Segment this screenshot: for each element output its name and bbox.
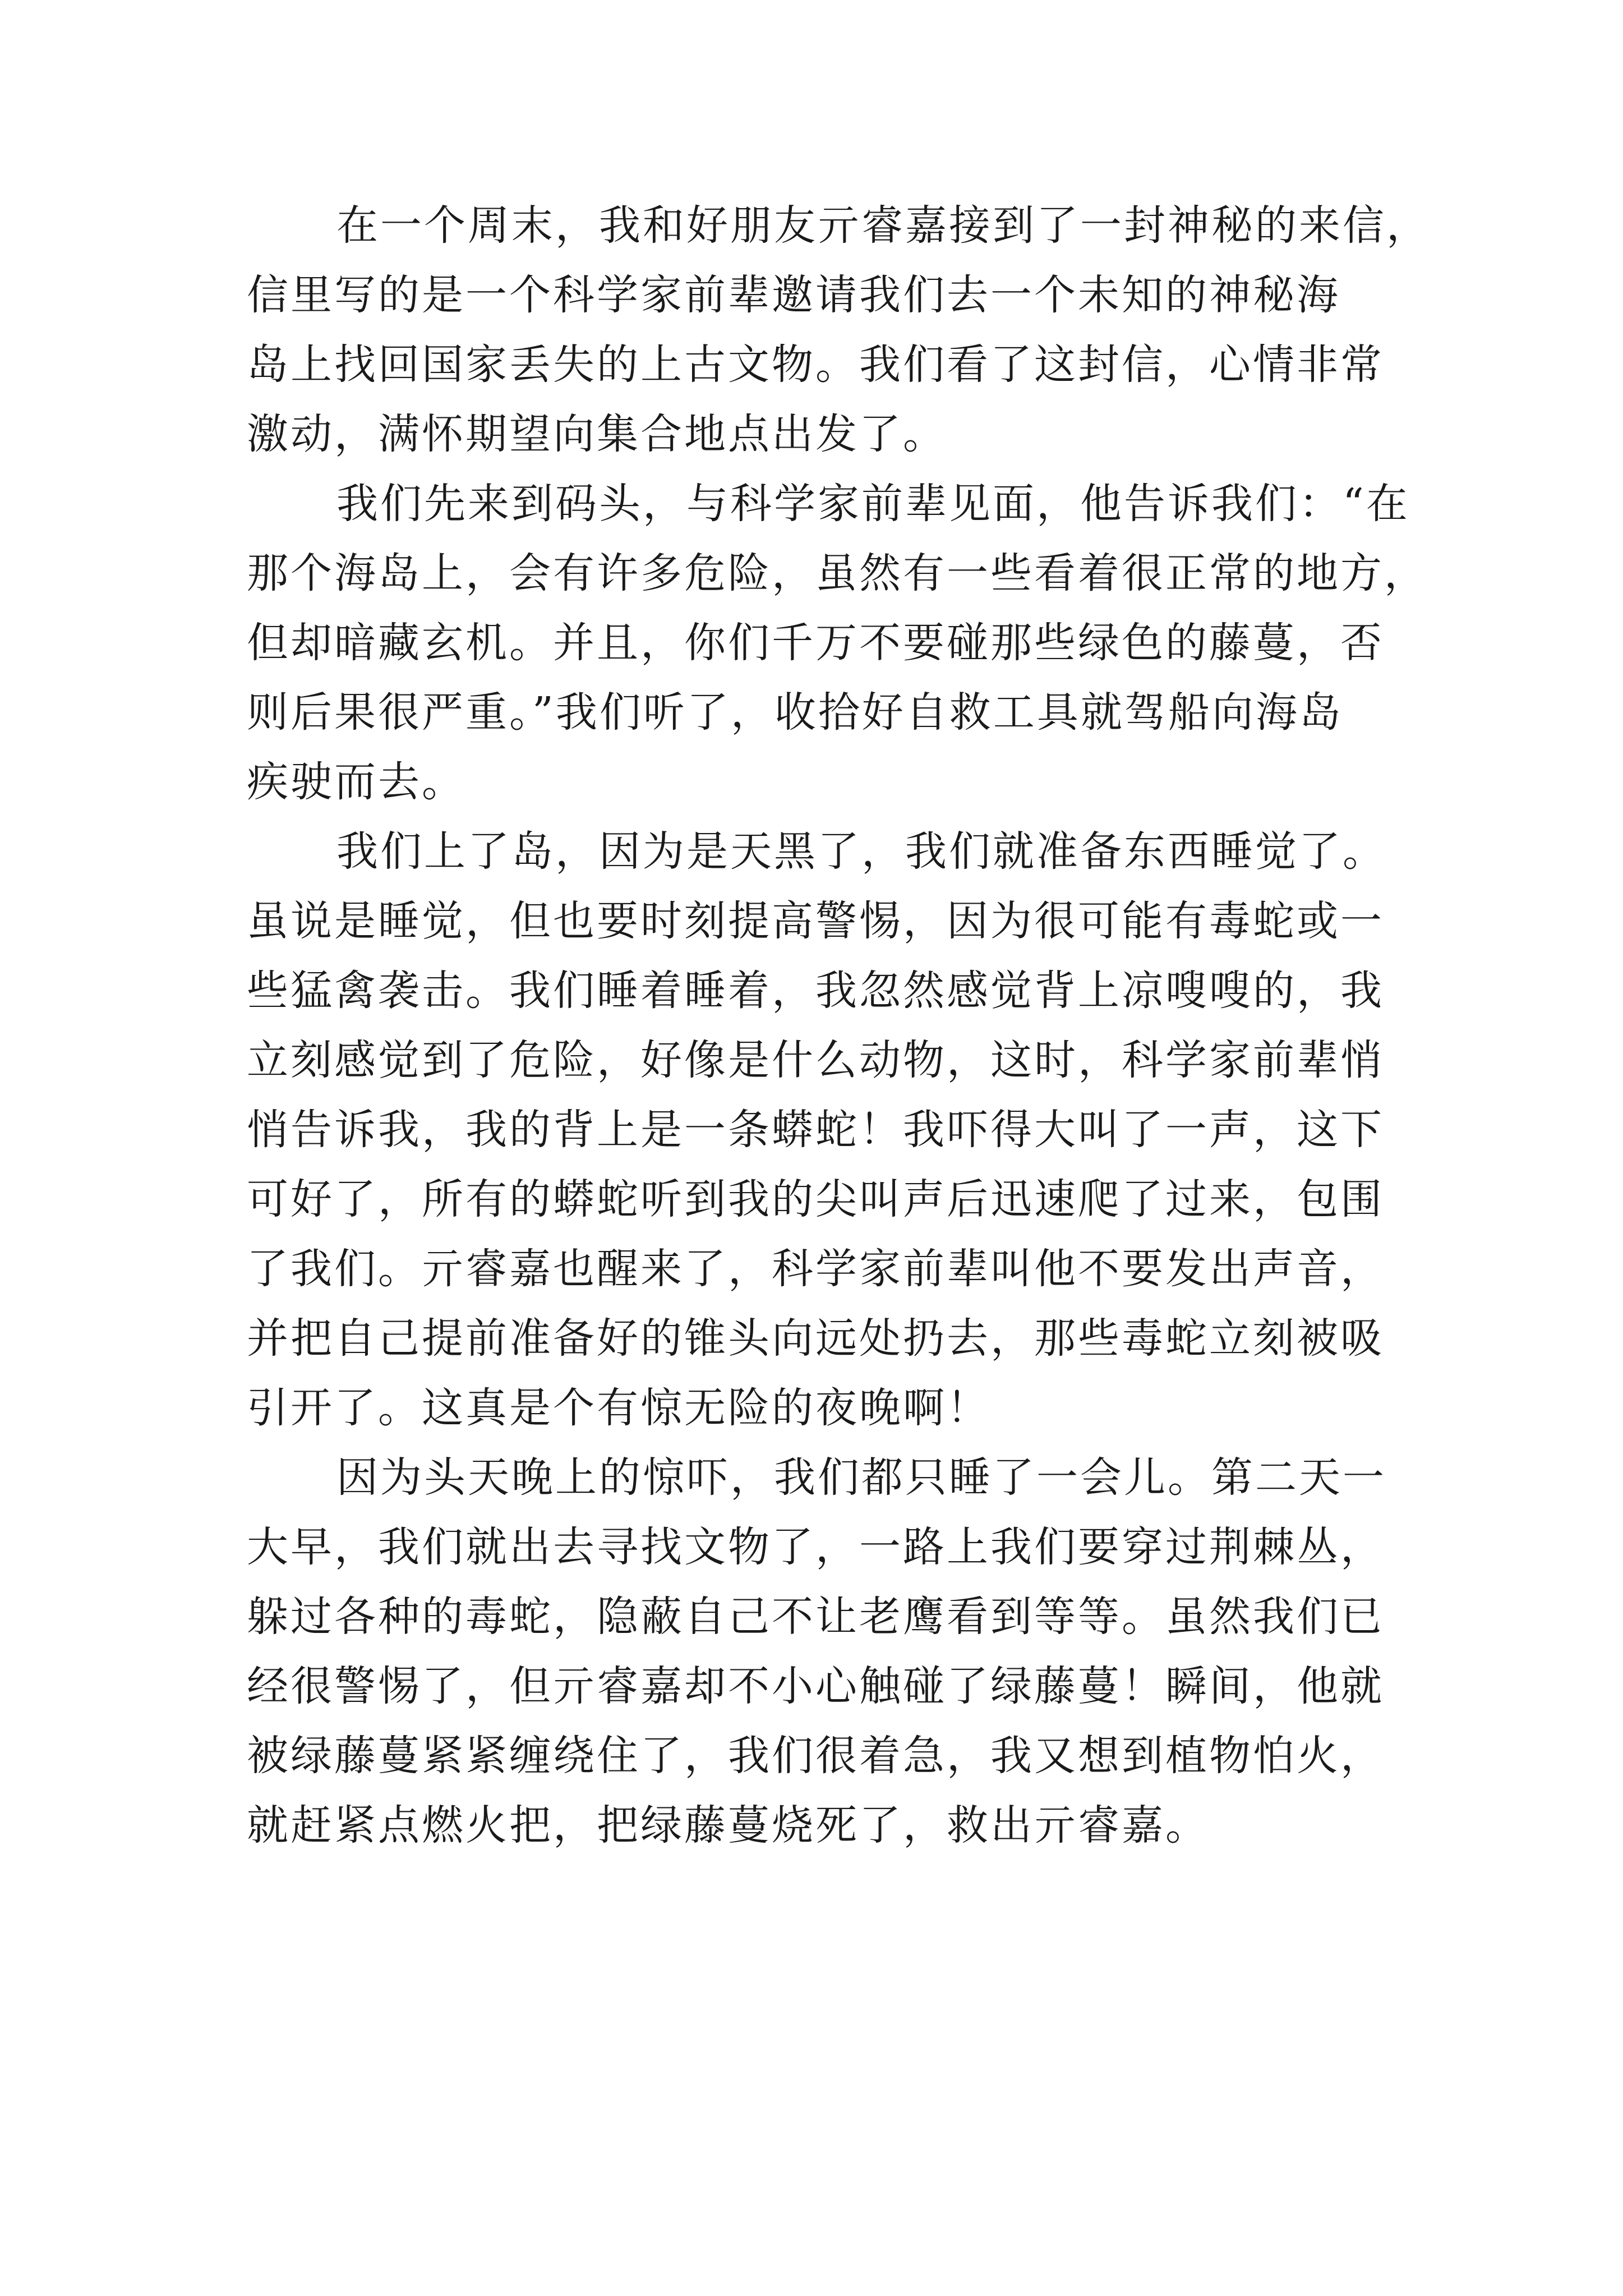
text-line: 我们上了岛，因为是天黑了，我们就准备东西睡觉了。 [336, 827, 1386, 876]
text-line: 些猛禽袭击。我们睡着睡着，我忽然感觉背上凉嗖嗖的，我 [247, 967, 1384, 1015]
text-line: 被绿藤蔓紧紧缠绕住了，我们很着急，我又想到植物怕火， [247, 1732, 1384, 1780]
text-line: 大早，我们就出去寻找文物了，一路上我们要穿过荆棘丛， [247, 1523, 1384, 1571]
text-line: 则后果很严重。”我们听了，收拾好自救工具就驾船向海岛 [247, 688, 1343, 737]
text-line: 躲过各种的毒蛇，隐蔽自己不让老鹰看到等等。虽然我们已 [247, 1593, 1384, 1641]
text-line: 我们先来到码头，与科学家前辈见面，他告诉我们：“在 [336, 480, 1410, 528]
text-line: 在一个周末，我和好朋友亓睿嘉接到了一封神秘的来信， [336, 201, 1430, 250]
text-line: 虽说是睡觉，但也要时刻提高警惕，因为很可能有毒蛇或一 [247, 897, 1384, 945]
paragraph-1 [247, 191, 1447, 469]
text-line: 激动，满怀期望向集合地点出发了。 [247, 410, 947, 458]
text-line: 并把自己提前准备好的锥头向远处扔去，那些毒蛇立刻被吸 [247, 1314, 1384, 1363]
text-line: 那个海岛上，会有许多危险，虽然有一些看着很正常的地方， [247, 549, 1428, 597]
text-line: 了我们。亓睿嘉也醒来了，科学家前辈叫他不要发出声音， [247, 1245, 1384, 1293]
text-line: 疾驶而去。 [247, 758, 465, 806]
paragraph-3 [247, 817, 1447, 1443]
text-line: 悄告诉我，我的背上是一条蟒蛇！我吓得大叫了一声，这下 [247, 1106, 1384, 1154]
story-text [247, 191, 1447, 1860]
text-line: 但却暗藏玄机。并且，你们千万不要碰那些绿色的藤蔓，否 [247, 619, 1384, 667]
paragraph-4 [247, 1443, 1447, 1860]
text-line: 立刻感觉到了危险，好像是什么动物，这时，科学家前辈悄 [247, 1036, 1384, 1084]
text-line: 信里写的是一个科学家前辈邀请我们去一个未知的神秘海 [247, 271, 1340, 319]
text-line: 引开了。这真是个有惊无险的夜晚啊！ [247, 1384, 990, 1432]
paragraph-2 [247, 469, 1447, 817]
text-line: 因为头天晚上的惊吓，我们都只睡了一会儿。第二天一 [336, 1453, 1386, 1502]
text-line: 可好了，所有的蟒蛇听到我的尖叫声后迅速爬了过来，包围 [247, 1175, 1384, 1223]
text-line: 岛上找回国家丢失的上古文物。我们看了这封信，心情非常 [247, 341, 1384, 389]
text-line: 就赶紧点燃火把，把绿藤蔓烧死了，救出亓睿嘉。 [247, 1801, 1209, 1849]
text-line: 经很警惕了，但亓睿嘉却不小心触碰了绿藤蔓！瞬间，他就 [247, 1662, 1384, 1710]
